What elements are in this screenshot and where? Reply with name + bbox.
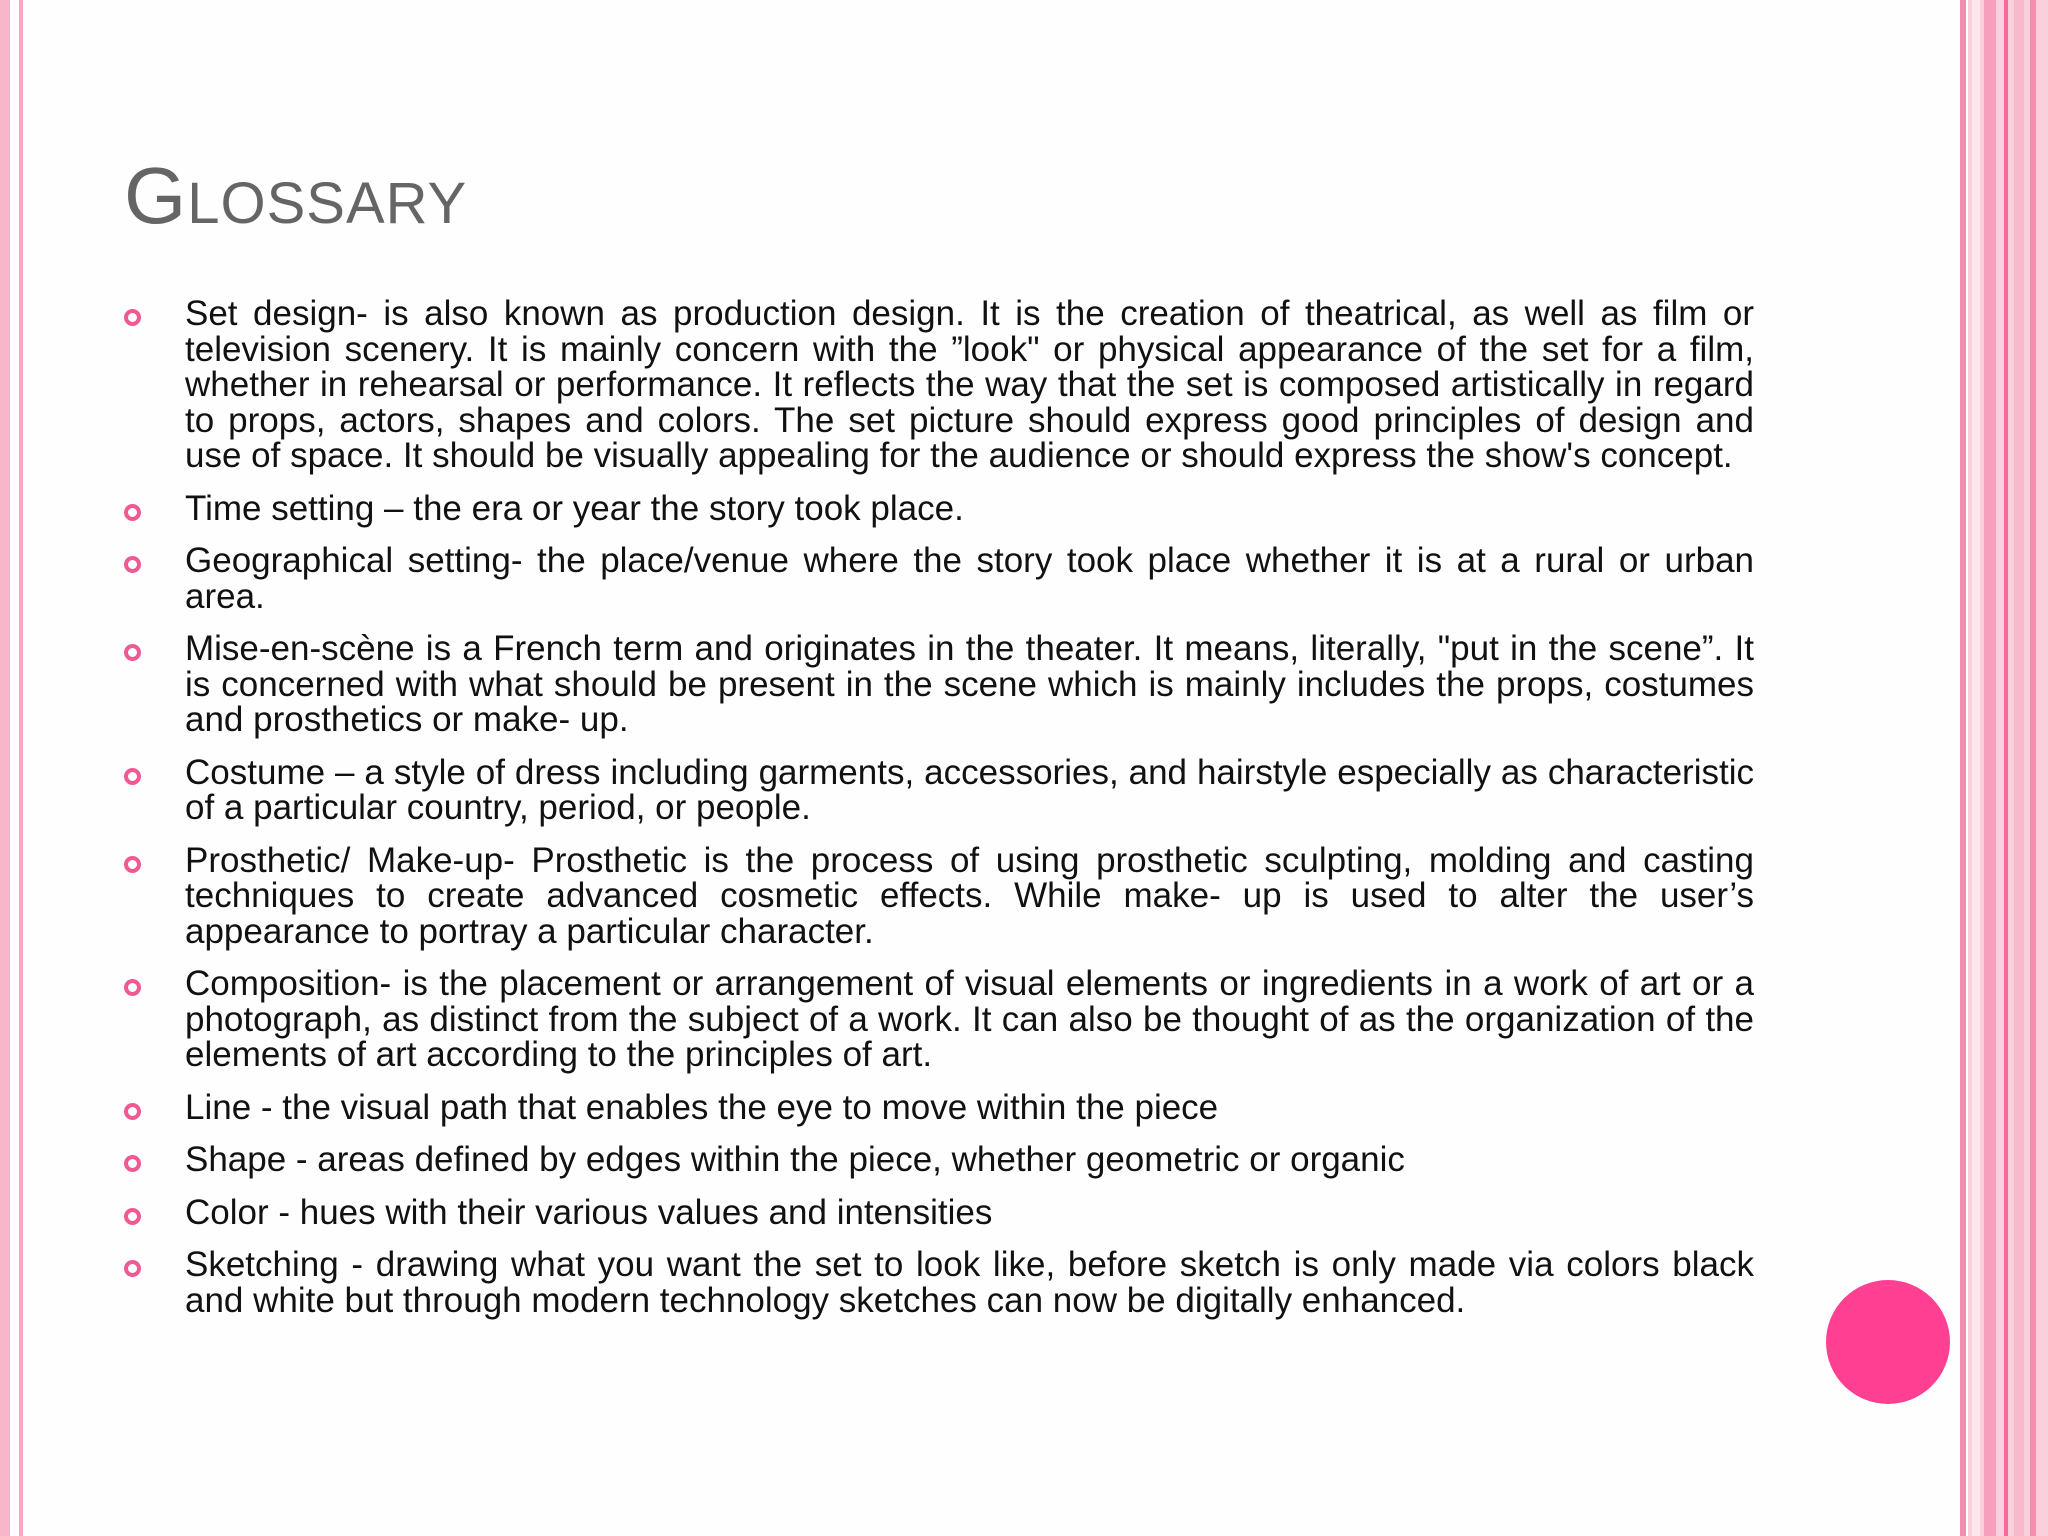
bullet-icon — [124, 856, 141, 873]
bullet-icon — [124, 1103, 141, 1120]
right-stripe — [1984, 0, 1996, 1536]
right-decorative-band — [1968, 0, 2048, 1536]
bullet-icon — [124, 309, 141, 326]
glossary-entry — [124, 488, 1754, 528]
glossary-entry-text: Sketching - drawing what you want the set to look like, before sketch is only made via colors black and white but through modern technology sketches can now be digitally enhanced. — [185, 1245, 1754, 1320]
bullet-icon — [124, 644, 141, 661]
glossary-entry-text: Composition- is the placement or arrangement of visual elements or ingredients in a work of art or a photograph, as distinct from the subject of a work. It can also be thought of as the organization of the elements of art according to the principles of art. — [185, 964, 1754, 1074]
glossary-entry-text: Costume – a style of dress including garments, accessories, and hairstyle especially as characteristic of a particular country, period, or people. — [185, 752, 1754, 827]
glossary-entry — [124, 296, 1754, 474]
glossary-entry-text: Shape - areas defined by edges within the piece, whether geometric or organic — [185, 1140, 1405, 1179]
decorative-pink-circle — [1826, 1280, 1950, 1404]
glossary-entry-text: Prosthetic/ Make-up- Prosthetic is the process of using prosthetic sculpting, molding and casting techniques to create advanced cosmetic effects. While make- up is used to alter the user’s appearance to portray a particular character. — [185, 840, 1754, 951]
left-border-stripe — [0, 0, 10, 1536]
glossary-entry — [124, 752, 1754, 827]
bullet-icon — [124, 768, 141, 785]
glossary-list — [124, 296, 1754, 1335]
glossary-entry — [124, 631, 1754, 738]
glossary-entry — [124, 1142, 1754, 1178]
glossary-entry-text: Color - hues with their various values and intensities — [185, 1192, 993, 1232]
bullet-icon — [124, 1260, 141, 1277]
glossary-entry — [124, 1087, 1754, 1127]
right-stripe — [1960, 0, 1966, 1536]
glossary-entry-text: Time setting – the era or year the story took place. — [185, 488, 964, 528]
glossary-entry-text: Line - the visual path that enables the eye to move within the piece — [185, 1087, 1219, 1127]
bullet-icon — [124, 1155, 141, 1172]
glossary-entry — [124, 1192, 1754, 1232]
bullet-icon — [124, 556, 141, 573]
glossary-entry-text: Geographical setting- the place/venue where the story took place whether it is at a rural or urban area. — [185, 541, 1754, 616]
glossary-entry — [124, 966, 1754, 1073]
right-stripe — [2004, 0, 2008, 1536]
glossary-entry — [124, 1247, 1754, 1318]
right-stripe — [2014, 0, 2024, 1536]
bullet-icon — [124, 1208, 141, 1225]
bullet-icon — [124, 504, 141, 521]
glossary-entry-text: Set design- is also known as production design. It is the creation of theatrical, as well as film or television scenery. It is mainly concern with the ”look" or physical appearance of the set for a film, whether in rehearsal or performance. It reflects the way that the set is composed artistically in regard to props, actors, shapes and colors. The set picture should express good principles of design and use of space. It should be visually appealing for the audience or should express the show's concept. — [185, 294, 1754, 475]
slide-title: GLOSSARY — [124, 151, 468, 240]
left-border-line — [19, 0, 23, 1536]
glossary-entry — [124, 840, 1754, 951]
bullet-icon — [124, 979, 141, 996]
right-stripe — [2030, 0, 2036, 1536]
glossary-entry-text: Mise-en-scène is a French term and originates in the theater. It means, literally, "put in the scene”. It is concerned with what should be present in the scene which is mainly includes the props, costumes and prosthetics or make- up. — [185, 629, 1754, 739]
glossary-entry — [124, 543, 1754, 614]
right-stripe — [1972, 0, 1980, 1536]
